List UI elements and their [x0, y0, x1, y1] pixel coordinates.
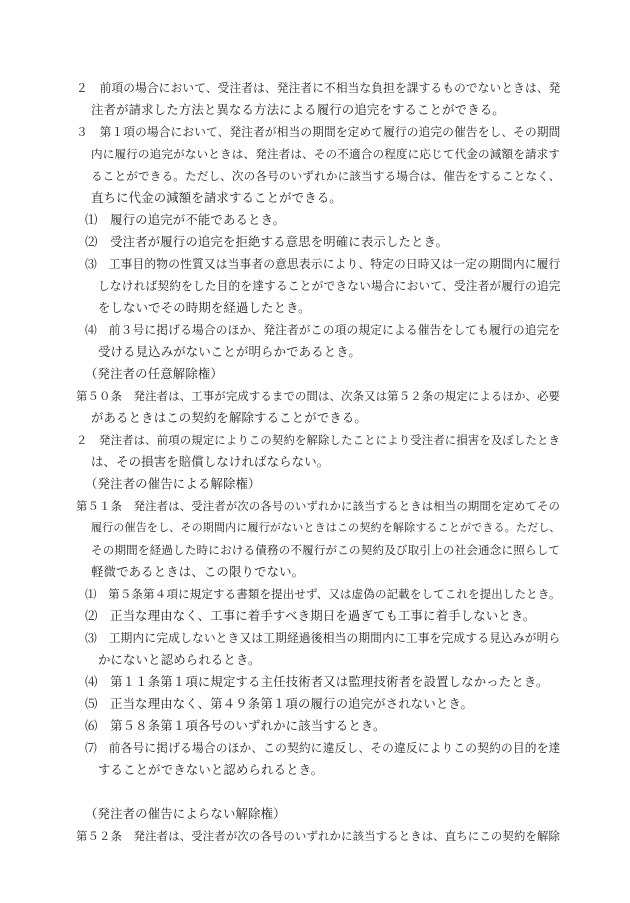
line-text: （発注者の催告によらない解除権）: [85, 806, 286, 821]
line-text: ⑵ 受注者が履行の追完を拒絶する意思を明確に表示したとき。: [85, 234, 449, 249]
article-line: [76, 827, 560, 845]
line-text: ⑵ 正当な理由なく、工事に着手すべき期日を過ぎても工事に着手しないとき。: [85, 608, 536, 623]
line-text: 軽微であるときは、この限りでない。: [91, 564, 305, 579]
text-line: [91, 409, 367, 427]
line-text: ⑶ 工期内に完成しないとき又は工期経過後相当の期間内に工事を完成する見込みが明ら: [85, 631, 561, 645]
line-text: 第５２条 発注者は、受注者が次の各号のいずれかに該当するときは、直ちにこの契約を解除: [76, 829, 561, 843]
text-line: [98, 343, 361, 361]
line-text: ることができる。ただし、次の各号のいずれかに該当する場合は、催告をすることなく、: [91, 169, 561, 183]
line-text: 注者が請求した方法と異なる方法による履行の追完をすることができる。: [91, 102, 505, 117]
line-text: ⑷ 第１１条第１項に規定する主任技術者又は監理技術者を設置しなかったとき。: [85, 674, 549, 689]
text-line: [91, 145, 560, 163]
text-line: [85, 717, 385, 735]
text-line: [91, 453, 329, 471]
line-text: 第５１条 発注者は、受注者が次の各号のいずれかに該当するときは相当の期間を定めてその: [76, 499, 561, 513]
text-line: [76, 79, 560, 97]
text-line: [85, 585, 561, 603]
line-text: ２ 発注者は、前項の規定によりこの契約を解除したことにより受注者に損害を及ぼしたとき: [76, 433, 561, 447]
text-line: [98, 277, 561, 295]
line-text: 内に履行の追完がないときは、発注者は、その不適合の程度に応じて代金の減額を請求す: [91, 147, 561, 161]
text-line: [85, 607, 535, 625]
text-line: [85, 629, 560, 647]
line-text: ２ 前項の場合において、受注者は、発注者に不相当な負担を課するものでないときは、発: [76, 81, 561, 95]
line-text: ⑶ 工事目的物の性質又は当事者の意思表示により、特定の日時又は一定の期間内に履行: [85, 257, 561, 271]
article-line: [76, 387, 560, 405]
section-heading: [85, 365, 223, 383]
text-line: [91, 167, 561, 185]
text-line: [85, 211, 285, 229]
text-line: [91, 541, 560, 559]
line-text: ３ 第１項の場合において、発注者が相当の期間を定めて履行の追完の催告をし、その期間: [76, 125, 561, 139]
text-line: [98, 651, 261, 669]
text-line: [85, 321, 560, 339]
line-text: ⑸ 正当な理由なく、第４９条第１項の履行の追完がされないとき。: [85, 696, 474, 711]
text-line: [85, 739, 560, 757]
line-text: をしないでその時期を経過したとき。: [98, 300, 311, 315]
line-text: 受ける見込みがないことが明らかであるとき。: [98, 344, 361, 359]
line-text: （発注者の催告による解除権）: [85, 476, 261, 491]
line-text: 第５０条 発注者は、工事が完成するまでの間は、次条又は第５２条の規定によるほか、必要: [76, 389, 561, 403]
text-line: [85, 695, 473, 713]
text-line: [76, 431, 560, 449]
text-line: [91, 563, 304, 581]
text-line: [85, 673, 549, 691]
line-text: ⑴ 履行の追完が不能であるとき。: [85, 212, 286, 227]
text-line: [91, 189, 342, 207]
section-heading: [85, 805, 286, 823]
line-text: その期間を経過した時における債務の不履行がこの契約及び取引上の社会通念に照らして: [91, 543, 561, 557]
line-text: ⑺ 前各号に掲げる場合のほか、この契約に違反し、その違反によりこの契約の目的を達: [85, 741, 561, 755]
text-line: [76, 123, 560, 141]
line-text: しなければ契約をした目的を達することができない場合において、受注者が履行の追完: [98, 279, 561, 293]
line-text: することができないと認められるとき。: [98, 762, 324, 777]
text-line: [85, 233, 448, 251]
line-text: ⑷ 前３号に掲げる場合のほか、発注者がこの項の規定による催告をしても履行の追完を: [85, 323, 561, 337]
line-text: があるときはこの契約を解除することができる。: [91, 410, 367, 425]
section-heading: [85, 475, 261, 493]
article-line: [76, 497, 560, 515]
line-text: 直ちに代金の減額を請求することができる。: [91, 190, 342, 205]
text-line: [91, 519, 561, 537]
line-text: かにないと認められるとき。: [98, 652, 261, 667]
text-line: [98, 761, 323, 779]
line-text: 履行の催告をし、その期間内に履行がないときはこの契約を解除することができる。ただし、: [91, 521, 561, 534]
line-text: （発注者の任意解除権）: [85, 366, 223, 381]
line-text: ⑴ 第５条第４項に規定する書類を提出せず、又は虚偽の記載をしてこれを提出したとき。: [85, 587, 561, 601]
text-line: [98, 299, 311, 317]
text-line: [85, 255, 560, 273]
text-line: [91, 101, 505, 119]
line-text: ⑹ 第５８条第１項各号のいずれかに該当するとき。: [85, 718, 386, 733]
line-text: は、その損害を賠償しなければならない。: [91, 454, 330, 469]
